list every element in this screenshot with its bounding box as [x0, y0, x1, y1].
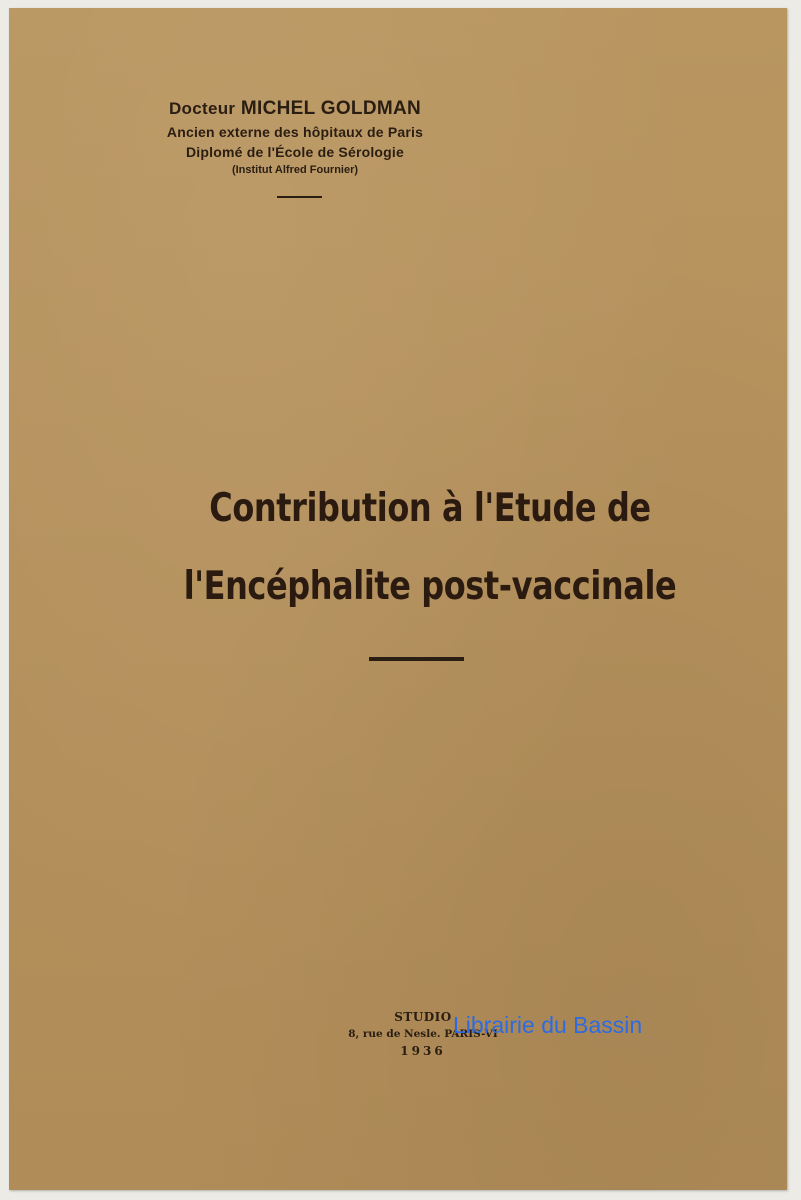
book-title-line-1: Contribution à l'Etude de — [209, 486, 651, 531]
author-institute-note: (Institut Alfred Fournier) — [231, 164, 359, 176]
author-credential-1: Ancien externe des hôpitaux de Paris — [166, 124, 424, 140]
author-name — [140, 96, 450, 122]
publisher-address: 8, rue de Nesle. PARIS-VI — [348, 1028, 498, 1040]
title-divider — [369, 657, 464, 661]
book-title-line-2: l'Encéphalite post-vaccinale — [183, 564, 677, 609]
author-title-word: Docteur — [168, 99, 236, 118]
seller-watermark: Librairie du Bassin — [453, 1012, 643, 1038]
author-divider — [277, 196, 322, 198]
publisher-name: STUDIO — [394, 1010, 452, 1024]
author-credential-2: Diplomé de l'École de Sérologie — [185, 144, 405, 160]
publication-year: 1936 — [400, 1044, 446, 1058]
author-block — [140, 96, 450, 178]
author-full-name: MICHEL GOLDMAN — [240, 98, 422, 119]
book-title — [159, 470, 700, 626]
